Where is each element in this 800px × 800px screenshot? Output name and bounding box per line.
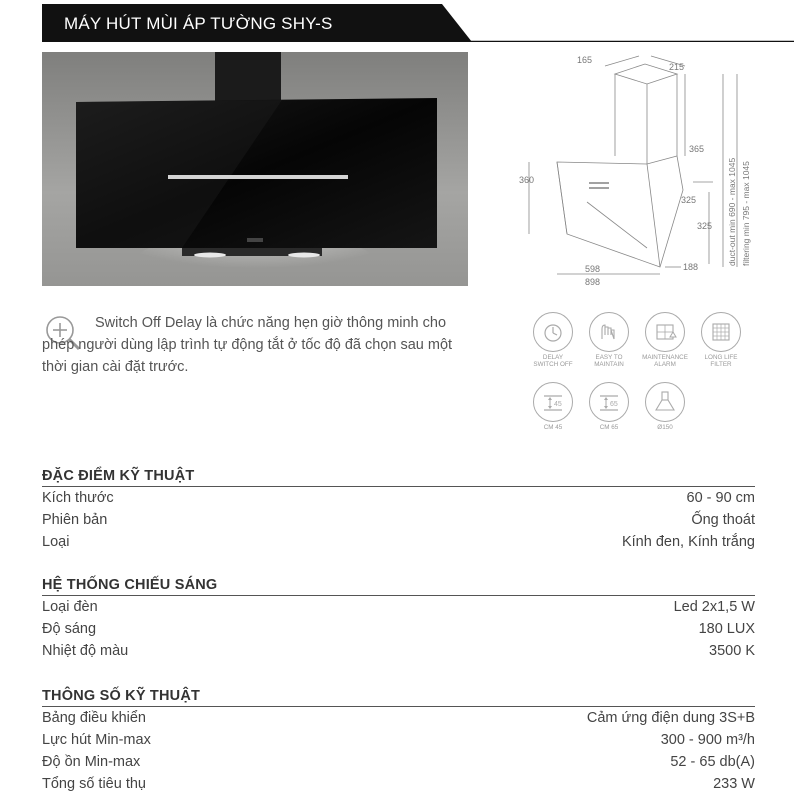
feature-label: MAINTAIN [594,361,624,368]
spec-value: 52 - 65 db(A) [670,754,755,770]
section-title: THÔNG SỐ KỸ THUẬT [42,686,755,707]
spec-value: Kính đen, Kính trắng [621,534,755,550]
spec-row [42,640,755,662]
feature-long-life-filter [693,312,749,368]
spec-value: 60 - 90 cm [686,490,755,506]
spec-label: Tổng số tiêu thụ [42,776,146,792]
spec-row [42,729,755,751]
spec-row [42,751,755,773]
description-text: Switch Off Delay là chức năng hẹn giờ thông minh cho phép người dùng lập trình tự động tắt ở tốc độ đã chọn sau một thời gian cài đặt trước. [42,315,453,375]
spec-value: Cảm ứng điện dung 3S+B [586,710,755,726]
section-title: ĐẶC ĐIỂM KỸ THUẬT [42,466,755,487]
dim-598: 598 [585,264,601,274]
dim-filtering: filtering min 795 - max 1045 [741,161,751,266]
product-photo [42,52,468,286]
spec-value: Led 2x1,5 W [673,599,755,615]
feature-duct-150 [637,382,693,431]
spec-value: 233 W [713,776,755,792]
feature-icons [525,312,755,442]
dim-165: 165 [577,55,593,65]
feature-label: ALARM [654,361,676,368]
dim-360: 360 [519,175,535,185]
section-title: HỆ THỐNG CHIẾU SÁNG [42,575,755,596]
spec-row [42,773,755,795]
spec-label: Phiên bản [42,512,108,528]
spec-value: 3500 K [709,643,755,659]
svg-text:45: 45 [554,401,562,408]
svg-text:65: 65 [610,401,618,408]
spec-value: Ống thoát [691,512,755,528]
spec-label: Loại đèn [42,599,98,615]
spec-label: Loại [42,534,70,550]
feature-delay-switch-off [525,312,581,368]
feature-label: MAINTENANCE [642,354,688,361]
spec-value: 300 - 900 m³/h [660,732,755,748]
dim-365: 365 [689,144,705,154]
feature-label: SWITCH OFF [533,361,573,368]
spec-row [42,531,755,553]
long-life-filter-icon [701,312,741,352]
duct-150-icon [645,382,685,422]
dimension-diagram [505,52,790,297]
feature-label: Ø150 [657,424,673,431]
delay-switch-off-icon [533,312,573,352]
feature-cm45 [525,382,581,431]
page-header [42,4,794,42]
section-specifications [42,466,755,553]
section-technical-parameters [42,686,755,795]
dim-215: 215 [669,62,685,72]
spec-label: Độ sáng [42,621,97,637]
feature-cm65 [581,382,637,431]
feature-label: EASY TO [595,354,623,361]
feature-label: CM 45 [543,424,563,431]
spec-label: Bảng điều khiển [42,710,146,726]
spec-row [42,707,755,729]
dim-325-mid: 325 [681,195,697,205]
spec-label: Lực hút Min-max [42,732,151,748]
spec-row [42,618,755,640]
spec-row [42,487,755,509]
spec-label: Kích thước [42,490,114,506]
feature-label: FILTER [710,361,732,368]
feature-maintenance-alarm [637,312,693,368]
feature-label: LONG LIFE [704,354,738,361]
spec-row [42,596,755,618]
dim-188: 188 [683,262,699,272]
spec-label: Nhiệt độ màu [42,643,129,659]
cm45-icon [533,382,573,422]
spec-label: Độ ồn Min-max [42,754,141,770]
feature-easy-to-maintain [581,312,637,368]
maintenance-alarm-icon [645,312,685,352]
dim-325-low: 325 [697,221,713,231]
section-lighting [42,575,755,662]
dim-ductout: duct-out min 690 - max 1045 [727,157,737,266]
spec-value: 180 LUX [698,621,755,637]
easy-to-maintain-icon [589,312,629,352]
spec-row [42,509,755,531]
feature-label: DELAY [542,354,564,361]
feature-label: CM 65 [599,424,619,431]
cm65-icon [589,382,629,422]
page-title: MÁY HÚT MÙI ÁP TƯỜNG SHY-S [64,14,333,33]
dim-898: 898 [585,277,601,287]
